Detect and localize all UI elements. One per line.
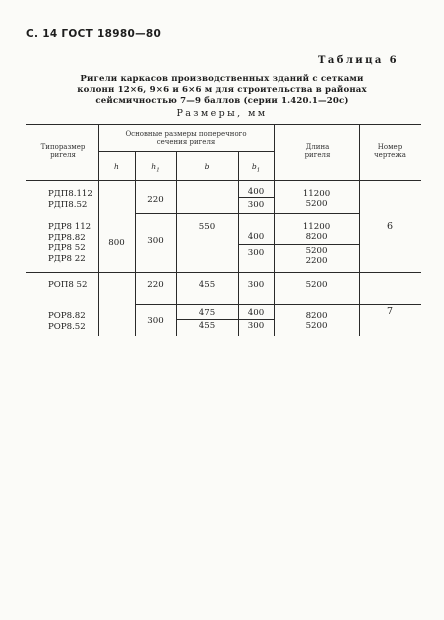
row-group-2-labels <box>48 222 91 264</box>
cell-drawing-6: 6 <box>386 221 394 232</box>
header-type-size: Типоразмер ригеля <box>40 143 86 159</box>
header-bottom-border <box>26 180 421 181</box>
cell-h1-g3: 220 <box>147 280 164 290</box>
length-divider-2 <box>274 304 421 305</box>
header-h: h <box>114 162 119 171</box>
subheader-line <box>98 151 274 152</box>
row-group-3-labels <box>48 280 87 291</box>
row-group-1-labels <box>48 189 93 210</box>
header-b: b <box>204 162 210 171</box>
header-h1: $h_1$ <box>151 162 160 174</box>
cell-b1-g3: 300 <box>247 280 265 290</box>
table-title-line-3: сейсмичностью 7—9 баллов (серии 1.420.1—20с) <box>95 96 349 106</box>
cell-b-g4-bottom: 455 <box>198 321 216 331</box>
units-line: Размеры, мм <box>176 108 268 119</box>
cell-b-g4-top: 475 <box>198 308 216 318</box>
cell-h: 800 <box>108 238 125 248</box>
table-row-label: РОР8.82 <box>48 311 86 321</box>
b1-split-3 <box>238 319 274 320</box>
header-drawing: Номер чертежа <box>374 143 406 159</box>
table-row-label: РДР8 112 <box>48 222 92 232</box>
table-title-line-1: Ригели каркасов производственных зданий с сетками <box>80 74 364 84</box>
table-number: Таблица 6 <box>318 55 399 66</box>
cell-b1-g4-top: 400 <box>247 308 265 318</box>
table-row-label: РДР8.82 <box>48 232 86 243</box>
cell-length-g2b: 5200 2200 <box>305 246 328 266</box>
b1-split-2 <box>238 244 274 245</box>
col-sep-1 <box>98 124 99 336</box>
table-title-line-2: колонн 12×6, 9×6 и 6×6 м для строительства в районах <box>77 85 367 95</box>
b-split-4 <box>176 319 238 320</box>
header-length: Длина ригеля <box>304 143 331 159</box>
cell-b1-g4-bottom: 300 <box>247 321 265 331</box>
length-divider <box>274 213 359 214</box>
cell-b1-g1-bottom: 300 <box>247 200 265 210</box>
page-header: С. 14 ГОСТ 18980—80 <box>26 28 162 40</box>
cell-b1-g2-top: 400 <box>247 232 265 242</box>
table-top-border <box>26 124 421 125</box>
cell-h1-g2: 300 <box>147 236 164 246</box>
b-divider <box>176 304 274 305</box>
row-group-4-labels <box>48 311 86 332</box>
cell-length-g3: 5200 <box>305 280 328 290</box>
group-divider-line <box>26 272 421 273</box>
length-split <box>274 244 359 245</box>
cell-length-g2a: 11200 8200 <box>302 222 331 242</box>
table-row-label: РОП8 52 <box>48 280 88 290</box>
cell-b1-g1-top: 400 <box>247 187 265 197</box>
h1-divider-1 <box>135 213 274 214</box>
cell-b-g3: 455 <box>198 280 216 290</box>
b1-split-1 <box>238 197 274 198</box>
cell-length-g4: 8200 5200 <box>305 311 328 331</box>
table-row-label: РДП8.52 <box>48 199 88 210</box>
cell-h1-g1: 220 <box>147 195 164 205</box>
header-b1: $b_1$ <box>251 162 261 174</box>
cell-drawing-7: 7 <box>386 306 394 317</box>
cell-h1-g4: 300 <box>147 316 164 326</box>
table-row-label: РДР8 52 <box>48 243 86 253</box>
table-row-label: РДП8.112 <box>48 189 93 199</box>
cell-b-g12: 550 <box>198 222 216 232</box>
cell-b1-g2-bottom: 300 <box>247 248 265 258</box>
header-section-group: Основные размеры поперечного сечения ригеля <box>125 130 247 146</box>
cell-length-g1: 11200 5200 <box>302 189 331 209</box>
table-row-label: РОР8.52 <box>48 321 86 332</box>
table-row-label: РДР8 22 <box>48 253 86 264</box>
